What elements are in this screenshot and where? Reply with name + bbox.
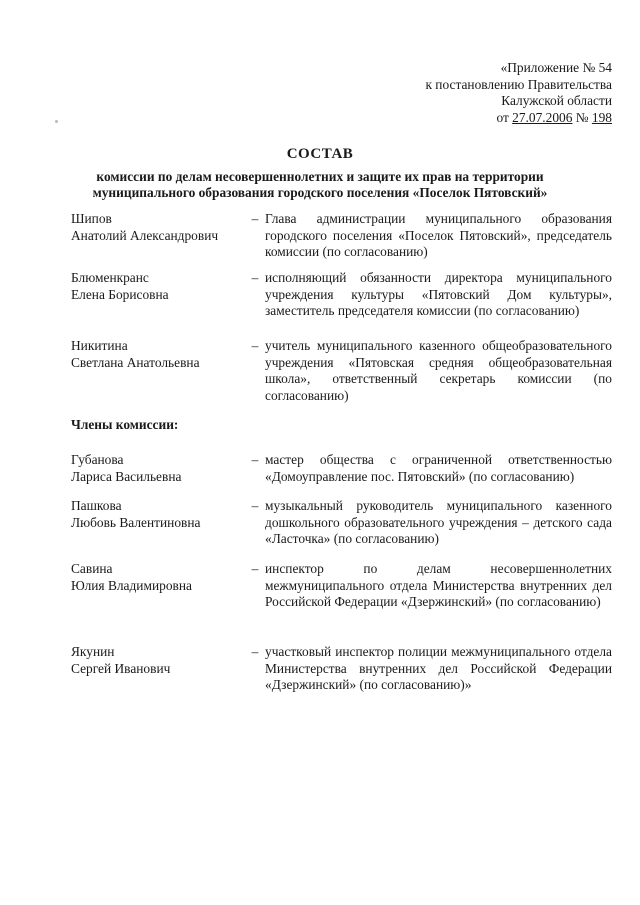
person-role: мастер общества с ограниченной ответственностью «Домоуправление пос. Пятовский» (по согласованию) bbox=[265, 452, 612, 484]
person-name bbox=[71, 644, 246, 677]
dash-separator: – bbox=[251, 644, 259, 659]
person-name bbox=[71, 452, 246, 485]
person-role: учитель муниципального казенного общеобразовательного учреждения «Пятовская средняя общеобразовательная школа», ответственный секретарь комиссии (по согласованию) bbox=[265, 338, 612, 403]
annex-line-2: к постановлению Правительства bbox=[425, 76, 612, 92]
person-surname: Блюменкранс bbox=[71, 270, 149, 285]
person-name bbox=[71, 561, 246, 594]
annex-reference bbox=[425, 60, 612, 126]
person-name bbox=[71, 338, 246, 371]
annex-number: 198 bbox=[591, 109, 612, 125]
annex-date-prefix: от bbox=[496, 109, 513, 125]
person-given-names: Елена Борисовна bbox=[71, 286, 169, 302]
dash-separator: – bbox=[251, 452, 259, 467]
person-surname: Губанова bbox=[71, 452, 124, 467]
person-surname: Савина bbox=[71, 561, 113, 576]
person-name bbox=[71, 498, 246, 531]
person-surname: Пашкова bbox=[71, 498, 122, 513]
dash-separator: – bbox=[251, 498, 259, 513]
person-given-names: Светлана Анатольевна bbox=[71, 354, 200, 370]
person-given-names: Анатолий Александрович bbox=[71, 227, 219, 243]
scan-speck bbox=[55, 120, 58, 123]
person-given-names: Лариса Васильевна bbox=[71, 468, 182, 484]
document-title bbox=[0, 146, 640, 202]
title-line-2: муниципального образования городского поселения «Поселок Пятовский» bbox=[92, 185, 548, 200]
dash-separator: – bbox=[251, 211, 259, 226]
annex-date: 27.07.2006 bbox=[512, 109, 573, 125]
person-surname: Никитина bbox=[71, 338, 128, 353]
annex-line-1: «Приложение № 54 bbox=[500, 60, 612, 75]
title-line-1: комиссии по делам несовершеннолетних и защите их прав на территории bbox=[96, 168, 544, 184]
dash-separator: – bbox=[251, 338, 259, 353]
person-name bbox=[71, 270, 246, 303]
title-heading: СОСТАВ bbox=[286, 146, 354, 162]
annex-date-line bbox=[425, 110, 612, 127]
members-heading: Члены комиссии: bbox=[71, 417, 179, 432]
person-given-names: Любовь Валентиновна bbox=[71, 514, 201, 530]
person-given-names: Сергей Иванович bbox=[71, 660, 171, 676]
person-surname: Шипов bbox=[71, 211, 112, 226]
dash-separator: – bbox=[251, 561, 259, 576]
person-given-names: Юлия Владимировна bbox=[71, 577, 192, 593]
person-role: музыкальный руководитель муниципального казенного дошкольного образовательного учреждения – детского сада «Ласточка» (по согласованию) bbox=[265, 498, 612, 546]
person-role: Глава администрации муниципального образования городского поселения «Поселок Пятовский», председатель комиссии (по согласованию) bbox=[265, 211, 612, 259]
annex-number-prefix: № bbox=[572, 109, 592, 125]
person-surname: Якунин bbox=[71, 644, 115, 659]
annex-line-3: Калужской области bbox=[501, 93, 612, 108]
person-role: участковый инспектор полиции межмуниципального отдела Министерства внутренних дел Российской Федерации «Дзержинский» (по согласованию)» bbox=[265, 644, 612, 692]
person-name bbox=[71, 211, 246, 244]
dash-separator: – bbox=[251, 270, 259, 285]
person-role: инспектор по делам несовершеннолетних межмуниципального отдела Министерства внутренних дел Российской Федерации «Дзержинский» (по согласованию) bbox=[265, 561, 612, 609]
person-role: исполняющий обязанности директора муниципального учреждения культуры «Пятовский Дом культуры», заместитель председателя комиссии (по согласованию) bbox=[265, 270, 612, 318]
